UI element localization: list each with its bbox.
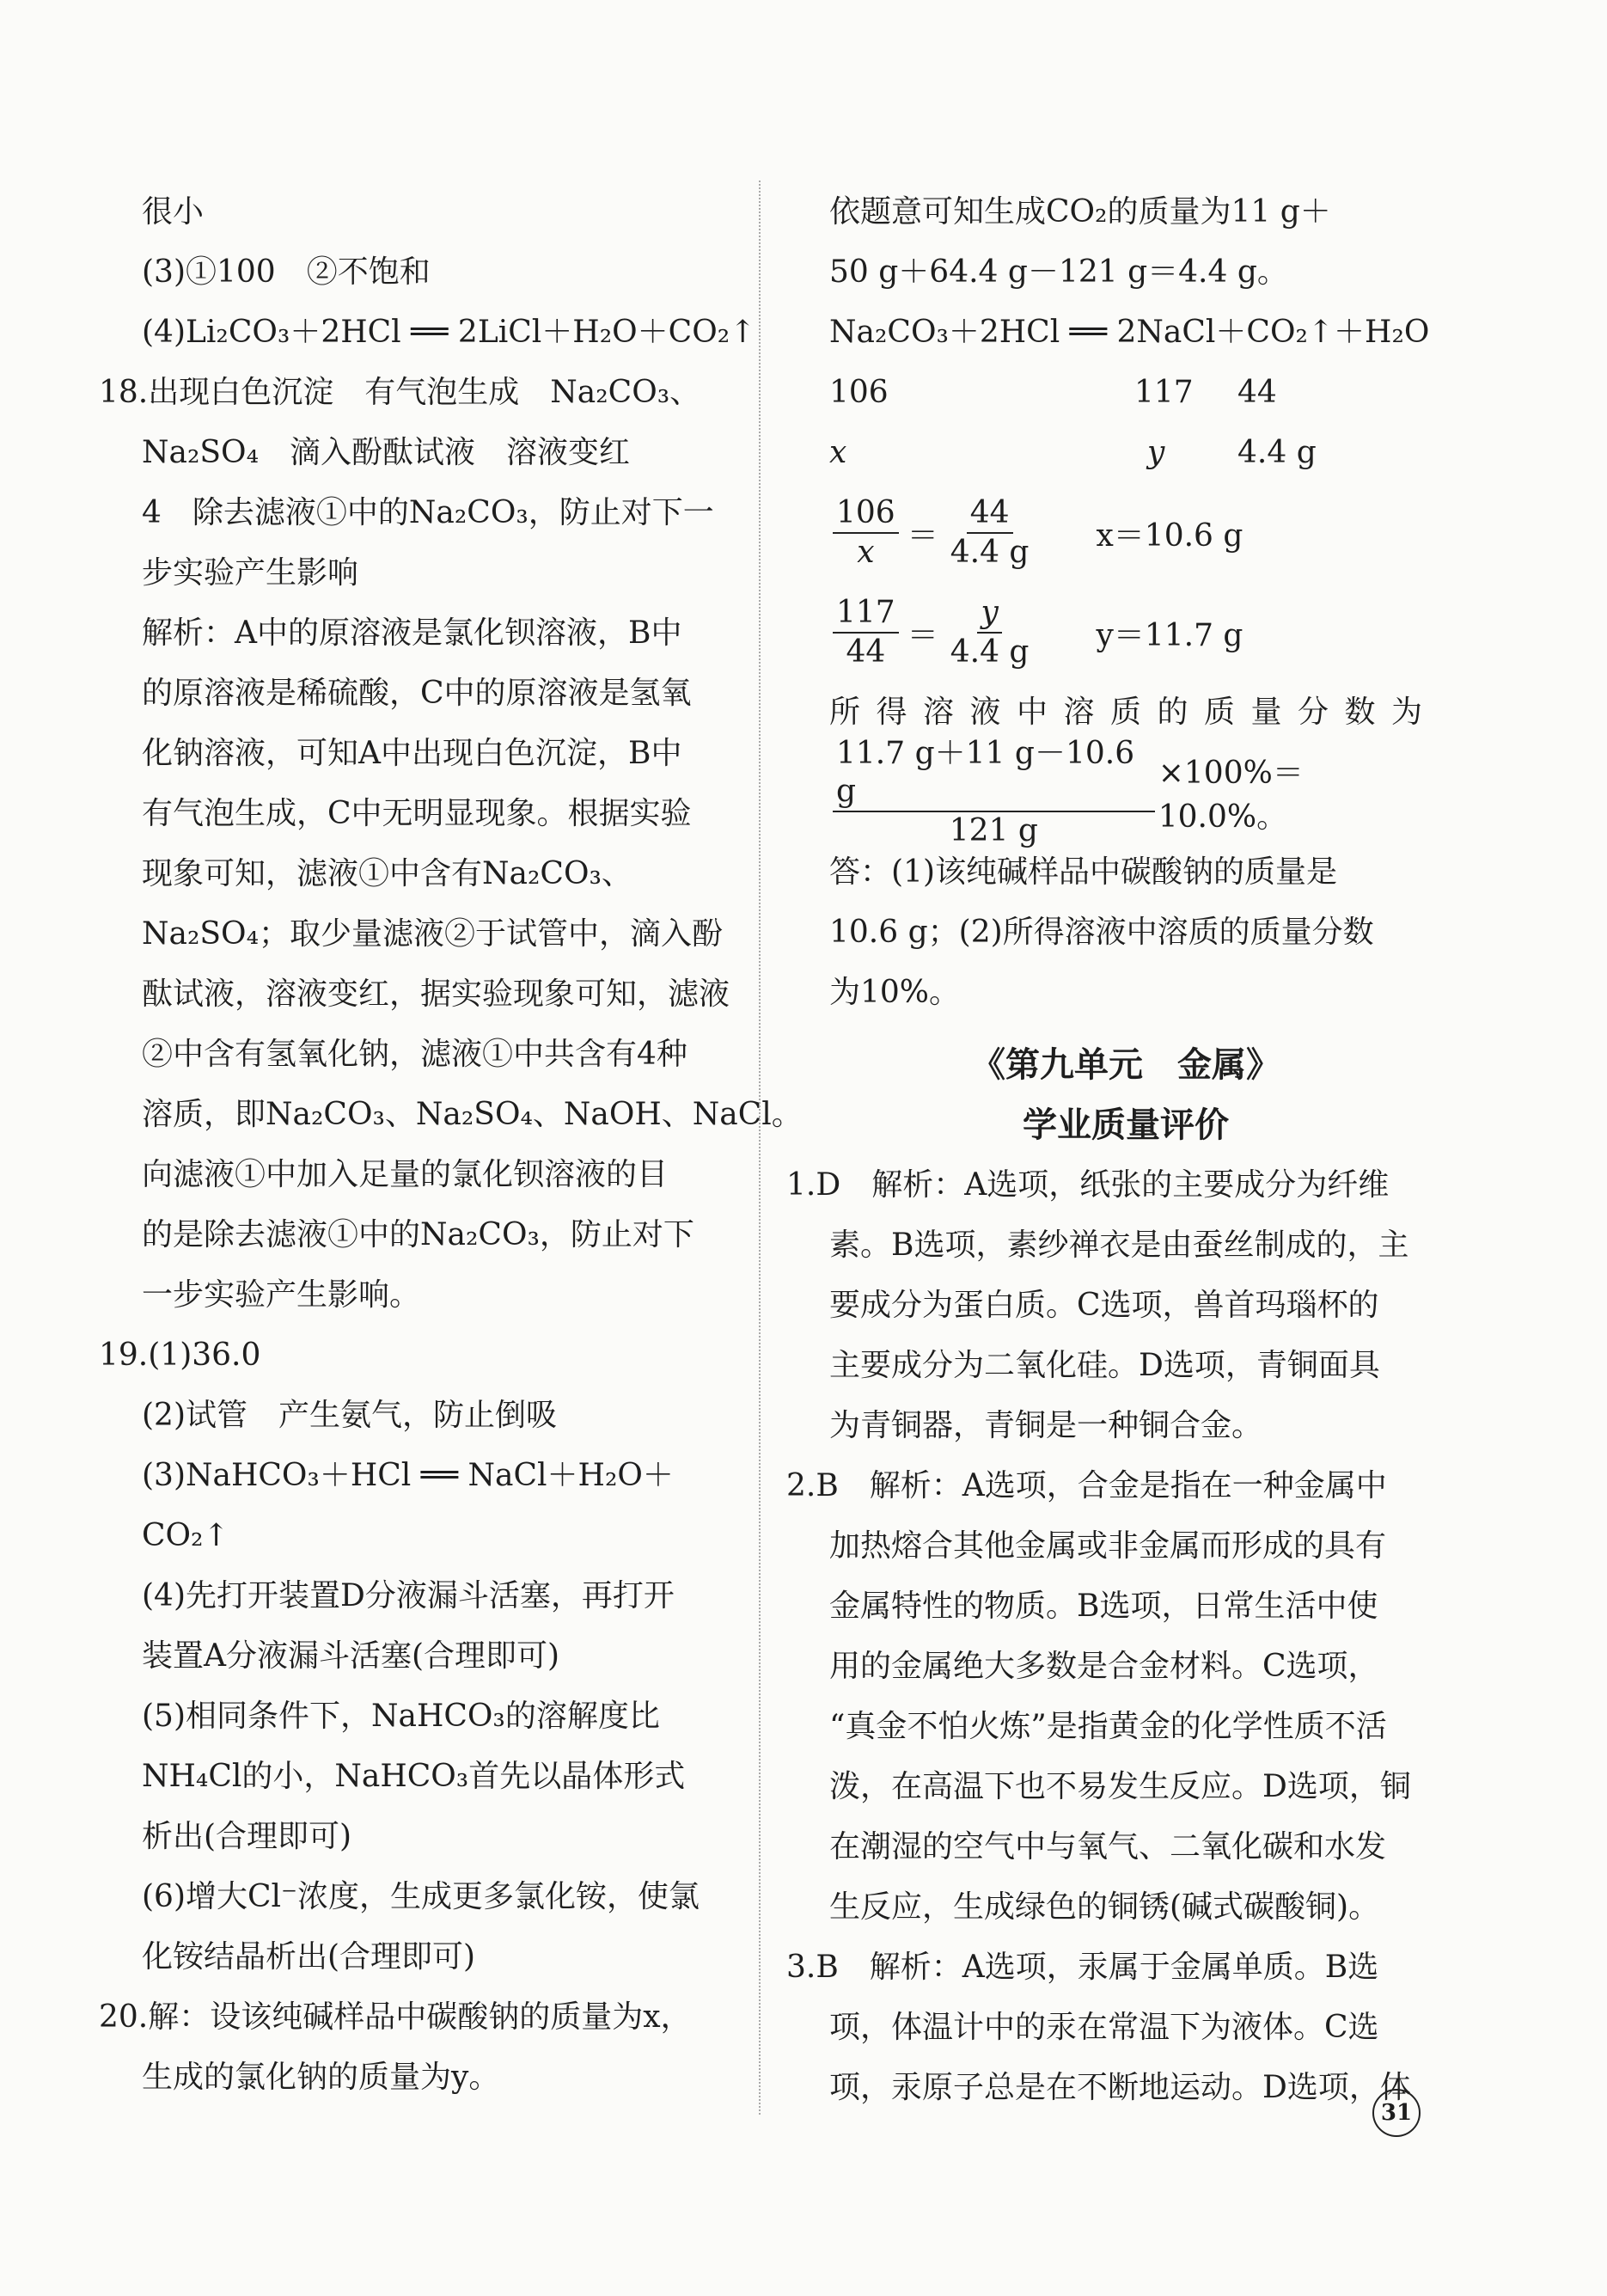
text-line: 10.6 g；(2)所得溶液中溶质的质量分数 <box>829 915 1374 950</box>
fraction <box>947 594 1033 671</box>
text-line: 的原溶液是稀硫酸，C中的原溶液是氢氧 <box>142 676 692 711</box>
text-line: 1.D 解析：A选项，纸张的主要成分为纤维 <box>786 1167 1390 1203</box>
text-line: 用的金属绝大多数是合金材料。C选项， <box>829 1649 1379 1684</box>
text-line: 泼，在高温下也不易发生反应。D选项，铜 <box>829 1769 1411 1804</box>
mass-fraction-calc <box>829 736 1422 848</box>
text-line: 装置A分液漏斗活塞(合理即可) <box>142 1638 560 1674</box>
text-line: 为青铜器，青铜是一种铜合金。 <box>829 1408 1263 1443</box>
numerator: 106 <box>833 494 899 534</box>
text-line: 19.(1)36.0 <box>99 1338 261 1373</box>
text-line: 酞试液，溶液变红，据实验现象可知，滤液 <box>142 977 730 1012</box>
proportion-x <box>829 483 1422 583</box>
result-x: x＝10.6 g <box>1096 517 1243 554</box>
text-line: 项，汞原子总是在不断地运动。D选项，体 <box>829 2070 1411 2105</box>
denominator: 4.4 g <box>950 535 1030 570</box>
text-line: 所得溶液中溶质的质量分数为 <box>829 695 1422 730</box>
text-line: 步实验产生影响 <box>142 555 359 591</box>
calc-row <box>829 423 1422 483</box>
fraction <box>833 594 899 671</box>
numerator: y <box>977 594 1001 634</box>
denominator: 44 <box>846 634 886 670</box>
text-line: Na₂SO₄ 滴入酚酞试液 溶液变红 <box>142 435 631 470</box>
text-line: 化钠溶液，可知A中出现白色沉淀，B中 <box>142 736 682 771</box>
numerator: 44 <box>967 494 1013 534</box>
calc-cell: 44 <box>1237 375 1277 410</box>
left-column <box>99 182 803 2108</box>
text-line: (3)NaHCO₃＋HCl ══ NaCl＋H₂O＋ <box>142 1458 674 1493</box>
text-line: (5)相同条件下，NaHCO₃的溶解度比 <box>142 1699 660 1734</box>
text-line: 生反应，生成绿色的铜锈(碱式碳酸铜)。 <box>829 1889 1380 1925</box>
text-line: 18.出现白色沉淀 有气泡生成 Na₂CO₃、 <box>99 375 701 410</box>
text-line: Na₂SO₄；取少量滤液②于试管中，滴入酚 <box>142 916 724 952</box>
text-line: 4 除去滤液①中的Na₂CO₃，防止对下一 <box>142 495 714 530</box>
right-column <box>786 182 1430 2118</box>
text-line: 项，体温计中的汞在常温下为液体。C选 <box>829 2010 1379 2045</box>
text-line: 解析：A中的原溶液是氯化钡溶液，B中 <box>142 615 682 651</box>
text-line: 20.解：设该纯碱样品中碳酸钠的质量为x， <box>99 1999 692 2035</box>
numerator: 117 <box>833 594 899 634</box>
calc-cell: 106 <box>829 375 889 410</box>
page-number: 31 <box>1372 2089 1421 2137</box>
text-line: 金属特性的物质。B选项，日常生活中使 <box>829 1589 1378 1624</box>
text-line: 主要成分为二氧化硅。D选项，青铜面具 <box>829 1348 1380 1383</box>
text-line: 要成分为蛋白质。C选项，兽首玛瑙杯的 <box>829 1288 1379 1323</box>
result-y: y＝11.7 g <box>1096 617 1243 653</box>
equals-sign: ＝ <box>907 617 938 653</box>
text-line: 50 g＋64.4 g－121 g＝4.4 g。 <box>829 254 1288 290</box>
text-line: 3.B 解析：A选项，汞属于金属单质。B选 <box>786 1950 1379 1985</box>
fraction-tail: ×100%＝10.0%。 <box>1158 756 1304 835</box>
equals-sign: ＝ <box>907 517 938 554</box>
fraction <box>833 494 899 572</box>
text-line: NH₄Cl的小，NaHCO₃首先以晶体形式 <box>142 1759 686 1794</box>
text-line: (2)试管 产生氨气，防止倒吸 <box>142 1398 557 1433</box>
calc-cell: y <box>1147 435 1165 470</box>
unit-subtitle: 学业质量评价 <box>1023 1105 1229 1145</box>
proportion-y <box>829 583 1422 683</box>
text-line: 2.B 解析：A选项，合金是指在一种金属中 <box>786 1468 1387 1503</box>
fraction <box>947 494 1033 572</box>
denominator: 121 g <box>949 813 1038 848</box>
calc-row <box>829 363 1422 423</box>
numerator: 11.7 g＋11 g－10.6 g <box>833 735 1155 812</box>
text-line: 生成的氯化钠的质量为y。 <box>142 2060 500 2095</box>
column-divider <box>759 181 761 2115</box>
text-line: 加热熔合其他金属或非金属而形成的具有 <box>829 1528 1387 1564</box>
text-line: (4)Li₂CO₃＋2HCl ══ 2LiCl＋H₂O＋CO₂↑ <box>142 315 756 350</box>
calc-cell: 4.4 g <box>1237 435 1317 470</box>
text-line: 溶质，即Na₂CO₃、Na₂SO₄、NaOH、NaCl。 <box>142 1097 803 1132</box>
unit-title: 《第九单元 金属》 <box>971 1045 1280 1085</box>
denominator: x <box>857 535 875 570</box>
text-line: 在潮湿的空气中与氧气、二氧化碳和水发 <box>829 1829 1387 1864</box>
text-line: ②中含有氢氧化钠，滤液①中共含有4种 <box>142 1037 687 1072</box>
text-line: CO₂↑ <box>142 1518 229 1553</box>
text-line: (6)增大Cl⁻浓度，生成更多氯化铵，使氯 <box>142 1879 700 1914</box>
text-line: 析出(合理即可) <box>142 1819 352 1854</box>
text-line: 向滤液①中加入足量的氯化钡溶液的目 <box>142 1157 669 1192</box>
text-line: 一步实验产生影响。 <box>142 1277 421 1313</box>
text-line: (3)①100 ②不饱和 <box>142 254 431 290</box>
text-line: (4)先打开装置D分液漏斗活塞，再打开 <box>142 1578 675 1613</box>
text-line: 现象可知，滤液①中含有Na₂CO₃、 <box>142 856 632 891</box>
text-line: 有气泡生成，C中无明显现象。根据实验 <box>142 796 692 831</box>
text-line: 素。B选项，素纱禅衣是由蚕丝制成的，主 <box>829 1228 1409 1263</box>
text-line: 化铵结晶析出(合理即可) <box>142 1939 476 1975</box>
text-line: 很小 <box>142 194 205 230</box>
calc-cell: 117 <box>1134 375 1194 410</box>
text-line: “真金不怕火炼”是指黄金的化学性质不活 <box>829 1709 1387 1744</box>
text-line: 的是除去滤液①中的Na₂CO₃，防止对下 <box>142 1217 694 1252</box>
fraction <box>833 735 1155 850</box>
calc-cell: x <box>829 435 847 470</box>
text-line: Na₂CO₃＋2HCl ══ 2NaCl＋CO₂↑＋H₂O <box>829 315 1430 350</box>
denominator: 4.4 g <box>950 634 1030 670</box>
text-line: 为10%。 <box>829 975 961 1010</box>
text-line: 依题意可知生成CO₂的质量为11 g＋ <box>829 194 1331 230</box>
text-line: 答：(1)该纯碱样品中碳酸钠的质量是 <box>829 854 1337 890</box>
